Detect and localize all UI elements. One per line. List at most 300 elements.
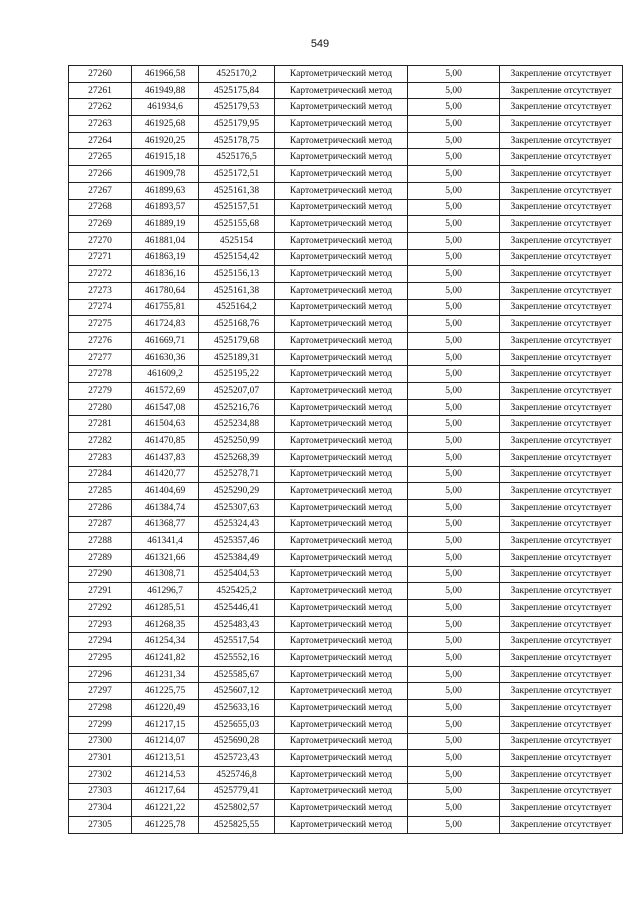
accuracy-cell: 5,00 xyxy=(408,683,500,700)
x-coordinate-cell: 461836,16 xyxy=(132,266,199,283)
y-coordinate-cell: 4525170,2 xyxy=(199,66,275,83)
point-number-cell: 27287 xyxy=(69,516,132,533)
accuracy-cell: 5,00 xyxy=(408,800,500,817)
x-coordinate-cell: 461881,04 xyxy=(132,232,199,249)
table-row xyxy=(69,700,623,717)
y-coordinate-cell: 4525178,75 xyxy=(199,132,275,149)
accuracy-cell: 5,00 xyxy=(408,433,500,450)
x-coordinate-cell: 461214,53 xyxy=(132,766,199,783)
x-coordinate-cell: 461724,83 xyxy=(132,316,199,333)
fixing-description-cell: Закрепление отсутствует xyxy=(500,182,623,199)
x-coordinate-cell: 461899,63 xyxy=(132,182,199,199)
table-row xyxy=(69,666,623,683)
method-cell: Картометрический метод xyxy=(275,232,408,249)
y-coordinate-cell: 4525404,53 xyxy=(199,566,275,583)
x-coordinate-cell: 461231,34 xyxy=(132,666,199,683)
method-cell: Картометрический метод xyxy=(275,82,408,99)
fixing-description-cell: Закрепление отсутствует xyxy=(500,282,623,299)
x-coordinate-cell: 461254,34 xyxy=(132,633,199,650)
accuracy-cell: 5,00 xyxy=(408,99,500,116)
accuracy-cell: 5,00 xyxy=(408,316,500,333)
y-coordinate-cell: 4525746,8 xyxy=(199,766,275,783)
method-cell: Картометрический метод xyxy=(275,816,408,833)
fixing-description-cell: Закрепление отсутствует xyxy=(500,99,623,116)
y-coordinate-cell: 4525176,5 xyxy=(199,149,275,166)
x-coordinate-cell: 461225,78 xyxy=(132,816,199,833)
table-row xyxy=(69,566,623,583)
y-coordinate-cell: 4525517,54 xyxy=(199,633,275,650)
table-row xyxy=(69,232,623,249)
x-coordinate-cell: 461437,83 xyxy=(132,449,199,466)
accuracy-cell: 5,00 xyxy=(408,733,500,750)
x-coordinate-cell: 461920,25 xyxy=(132,132,199,149)
table-row xyxy=(69,383,623,400)
table-row xyxy=(69,499,623,516)
table-row xyxy=(69,299,623,316)
y-coordinate-cell: 4525357,46 xyxy=(199,533,275,550)
method-cell: Картометрический метод xyxy=(275,416,408,433)
point-number-cell: 27303 xyxy=(69,783,132,800)
y-coordinate-cell: 4525168,76 xyxy=(199,316,275,333)
point-number-cell: 27284 xyxy=(69,466,132,483)
x-coordinate-cell: 461308,71 xyxy=(132,566,199,583)
method-cell: Картометрический метод xyxy=(275,333,408,350)
y-coordinate-cell: 4525290,29 xyxy=(199,483,275,500)
y-coordinate-cell: 4525154,42 xyxy=(199,249,275,266)
fixing-description-cell: Закрепление отсутствует xyxy=(500,316,623,333)
accuracy-cell: 5,00 xyxy=(408,182,500,199)
point-number-cell: 27266 xyxy=(69,166,132,183)
x-coordinate-cell: 461241,82 xyxy=(132,650,199,667)
table-row xyxy=(69,66,623,83)
y-coordinate-cell: 4525175,84 xyxy=(199,82,275,99)
fixing-description-cell: Закрепление отсутствует xyxy=(500,800,623,817)
y-coordinate-cell: 4525483,43 xyxy=(199,616,275,633)
method-cell: Картометрический метод xyxy=(275,533,408,550)
x-coordinate-cell: 461404,69 xyxy=(132,483,199,500)
x-coordinate-cell: 461420,77 xyxy=(132,466,199,483)
table-row xyxy=(69,716,623,733)
point-number-cell: 27290 xyxy=(69,566,132,583)
fixing-description-cell: Закрепление отсутствует xyxy=(500,116,623,133)
method-cell: Картометрический метод xyxy=(275,316,408,333)
table-row xyxy=(69,416,623,433)
point-number-cell: 27300 xyxy=(69,733,132,750)
table-row xyxy=(69,483,623,500)
accuracy-cell: 5,00 xyxy=(408,516,500,533)
accuracy-cell: 5,00 xyxy=(408,299,500,316)
method-cell: Картометрический метод xyxy=(275,399,408,416)
point-number-cell: 27282 xyxy=(69,433,132,450)
fixing-description-cell: Закрепление отсутствует xyxy=(500,449,623,466)
fixing-description-cell: Закрепление отсутствует xyxy=(500,132,623,149)
point-number-cell: 27305 xyxy=(69,816,132,833)
method-cell: Картометрический метод xyxy=(275,783,408,800)
point-number-cell: 27263 xyxy=(69,116,132,133)
accuracy-cell: 5,00 xyxy=(408,349,500,366)
table-row xyxy=(69,149,623,166)
fixing-description-cell: Закрепление отсутствует xyxy=(500,216,623,233)
y-coordinate-cell: 4525207,07 xyxy=(199,383,275,400)
point-number-cell: 27301 xyxy=(69,750,132,767)
y-coordinate-cell: 4525268,39 xyxy=(199,449,275,466)
method-cell: Картометрический метод xyxy=(275,700,408,717)
method-cell: Картометрический метод xyxy=(275,66,408,83)
point-number-cell: 27272 xyxy=(69,266,132,283)
fixing-description-cell: Закрепление отсутствует xyxy=(500,166,623,183)
method-cell: Картометрический метод xyxy=(275,499,408,516)
y-coordinate-cell: 4525155,68 xyxy=(199,216,275,233)
x-coordinate-cell: 461285,51 xyxy=(132,600,199,617)
method-cell: Картометрический метод xyxy=(275,116,408,133)
y-coordinate-cell: 4525723,43 xyxy=(199,750,275,767)
fixing-description-cell: Закрепление отсутствует xyxy=(500,433,623,450)
accuracy-cell: 5,00 xyxy=(408,533,500,550)
point-number-cell: 27298 xyxy=(69,700,132,717)
fixing-description-cell: Закрепление отсутствует xyxy=(500,750,623,767)
x-coordinate-cell: 461572,69 xyxy=(132,383,199,400)
point-number-cell: 27289 xyxy=(69,549,132,566)
fixing-description-cell: Закрепление отсутствует xyxy=(500,66,623,83)
method-cell: Картометрический метод xyxy=(275,549,408,566)
method-cell: Картометрический метод xyxy=(275,616,408,633)
point-number-cell: 27261 xyxy=(69,82,132,99)
y-coordinate-cell: 4525425,2 xyxy=(199,583,275,600)
accuracy-cell: 5,00 xyxy=(408,199,500,216)
fixing-description-cell: Закрепление отсутствует xyxy=(500,633,623,650)
accuracy-cell: 5,00 xyxy=(408,499,500,516)
x-coordinate-cell: 461949,88 xyxy=(132,82,199,99)
accuracy-cell: 5,00 xyxy=(408,166,500,183)
x-coordinate-cell: 461630,36 xyxy=(132,349,199,366)
point-number-cell: 27286 xyxy=(69,499,132,516)
method-cell: Картометрический метод xyxy=(275,216,408,233)
method-cell: Картометрический метод xyxy=(275,583,408,600)
y-coordinate-cell: 4525164,2 xyxy=(199,299,275,316)
table-row xyxy=(69,549,623,566)
x-coordinate-cell: 461225,75 xyxy=(132,683,199,700)
y-coordinate-cell: 4525585,67 xyxy=(199,666,275,683)
method-cell: Картометрический метод xyxy=(275,683,408,700)
x-coordinate-cell: 461384,74 xyxy=(132,499,199,516)
accuracy-cell: 5,00 xyxy=(408,416,500,433)
table-row xyxy=(69,433,623,450)
fixing-description-cell: Закрепление отсутствует xyxy=(500,816,623,833)
table-row xyxy=(69,533,623,550)
method-cell: Картометрический метод xyxy=(275,800,408,817)
fixing-description-cell: Закрепление отсутствует xyxy=(500,766,623,783)
accuracy-cell: 5,00 xyxy=(408,216,500,233)
table-row xyxy=(69,166,623,183)
y-coordinate-cell: 4525384,49 xyxy=(199,549,275,566)
point-number-cell: 27296 xyxy=(69,666,132,683)
table-row xyxy=(69,116,623,133)
x-coordinate-cell: 461909,78 xyxy=(132,166,199,183)
table-row xyxy=(69,366,623,383)
method-cell: Картометрический метод xyxy=(275,449,408,466)
table-row xyxy=(69,600,623,617)
page-number: 549 xyxy=(310,38,330,50)
y-coordinate-cell: 4525250,99 xyxy=(199,433,275,450)
fixing-description-cell: Закрепление отсутствует xyxy=(500,483,623,500)
fixing-description-cell: Закрепление отсутствует xyxy=(500,583,623,600)
coordinates-table xyxy=(68,65,623,834)
table-row xyxy=(69,199,623,216)
table-row xyxy=(69,466,623,483)
y-coordinate-cell: 4525779,41 xyxy=(199,783,275,800)
table-row xyxy=(69,583,623,600)
method-cell: Картометрический метод xyxy=(275,383,408,400)
accuracy-cell: 5,00 xyxy=(408,650,500,667)
accuracy-cell: 5,00 xyxy=(408,549,500,566)
y-coordinate-cell: 4525161,38 xyxy=(199,282,275,299)
y-coordinate-cell: 4525161,38 xyxy=(199,182,275,199)
x-coordinate-cell: 461217,64 xyxy=(132,783,199,800)
table-row xyxy=(69,249,623,266)
fixing-description-cell: Закрепление отсутствует xyxy=(500,199,623,216)
y-coordinate-cell: 4525307,63 xyxy=(199,499,275,516)
table-row xyxy=(69,266,623,283)
fixing-description-cell: Закрепление отсутствует xyxy=(500,249,623,266)
method-cell: Картометрический метод xyxy=(275,466,408,483)
y-coordinate-cell: 4525690,28 xyxy=(199,733,275,750)
fixing-description-cell: Закрепление отсутствует xyxy=(500,149,623,166)
table-row xyxy=(69,132,623,149)
table-row xyxy=(69,516,623,533)
x-coordinate-cell: 461213,51 xyxy=(132,750,199,767)
fixing-description-cell: Закрепление отсутствует xyxy=(500,549,623,566)
point-number-cell: 27268 xyxy=(69,199,132,216)
point-number-cell: 27281 xyxy=(69,416,132,433)
table-row xyxy=(69,633,623,650)
table-row xyxy=(69,333,623,350)
accuracy-cell: 5,00 xyxy=(408,750,500,767)
fixing-description-cell: Закрепление отсутствует xyxy=(500,616,623,633)
x-coordinate-cell: 461669,71 xyxy=(132,333,199,350)
accuracy-cell: 5,00 xyxy=(408,232,500,249)
method-cell: Картометрический метод xyxy=(275,349,408,366)
x-coordinate-cell: 461220,49 xyxy=(132,700,199,717)
x-coordinate-cell: 461470,85 xyxy=(132,433,199,450)
fixing-description-cell: Закрепление отсутствует xyxy=(500,232,623,249)
table-row xyxy=(69,316,623,333)
table-row xyxy=(69,766,623,783)
method-cell: Картометрический метод xyxy=(275,166,408,183)
table-row xyxy=(69,99,623,116)
accuracy-cell: 5,00 xyxy=(408,816,500,833)
accuracy-cell: 5,00 xyxy=(408,399,500,416)
x-coordinate-cell: 461893,57 xyxy=(132,199,199,216)
accuracy-cell: 5,00 xyxy=(408,616,500,633)
accuracy-cell: 5,00 xyxy=(408,633,500,650)
fixing-description-cell: Закрепление отсутствует xyxy=(500,499,623,516)
fixing-description-cell: Закрепление отсутствует xyxy=(500,733,623,750)
accuracy-cell: 5,00 xyxy=(408,666,500,683)
method-cell: Картометрический метод xyxy=(275,566,408,583)
point-number-cell: 27293 xyxy=(69,616,132,633)
table-row xyxy=(69,82,623,99)
accuracy-cell: 5,00 xyxy=(408,282,500,299)
y-coordinate-cell: 4525607,12 xyxy=(199,683,275,700)
point-number-cell: 27297 xyxy=(69,683,132,700)
y-coordinate-cell: 4525324,43 xyxy=(199,516,275,533)
x-coordinate-cell: 461368,77 xyxy=(132,516,199,533)
x-coordinate-cell: 461966,58 xyxy=(132,66,199,83)
fixing-description-cell: Закрепление отсутствует xyxy=(500,266,623,283)
point-number-cell: 27271 xyxy=(69,249,132,266)
method-cell: Картометрический метод xyxy=(275,249,408,266)
point-number-cell: 27294 xyxy=(69,633,132,650)
x-coordinate-cell: 461934,6 xyxy=(132,99,199,116)
x-coordinate-cell: 461863,19 xyxy=(132,249,199,266)
method-cell: Картометрический метод xyxy=(275,433,408,450)
method-cell: Картометрический метод xyxy=(275,149,408,166)
point-number-cell: 27280 xyxy=(69,399,132,416)
x-coordinate-cell: 461547,08 xyxy=(132,399,199,416)
accuracy-cell: 5,00 xyxy=(408,66,500,83)
x-coordinate-cell: 461915,18 xyxy=(132,149,199,166)
point-number-cell: 27262 xyxy=(69,99,132,116)
accuracy-cell: 5,00 xyxy=(408,116,500,133)
method-cell: Картометрический метод xyxy=(275,199,408,216)
accuracy-cell: 5,00 xyxy=(408,566,500,583)
fixing-description-cell: Закрепление отсутствует xyxy=(500,82,623,99)
point-number-cell: 27267 xyxy=(69,182,132,199)
accuracy-cell: 5,00 xyxy=(408,716,500,733)
fixing-description-cell: Закрепление отсутствует xyxy=(500,683,623,700)
x-coordinate-cell: 461780,64 xyxy=(132,282,199,299)
x-coordinate-cell: 461296,7 xyxy=(132,583,199,600)
table-row xyxy=(69,750,623,767)
y-coordinate-cell: 4525172,51 xyxy=(199,166,275,183)
y-coordinate-cell: 4525802,57 xyxy=(199,800,275,817)
y-coordinate-cell: 4525195,22 xyxy=(199,366,275,383)
y-coordinate-cell: 4525655,03 xyxy=(199,716,275,733)
y-coordinate-cell: 4525179,68 xyxy=(199,333,275,350)
table-row xyxy=(69,683,623,700)
fixing-description-cell: Закрепление отсутствует xyxy=(500,333,623,350)
method-cell: Картометрический метод xyxy=(275,716,408,733)
point-number-cell: 27304 xyxy=(69,800,132,817)
y-coordinate-cell: 4525234,88 xyxy=(199,416,275,433)
method-cell: Картометрический метод xyxy=(275,750,408,767)
point-number-cell: 27277 xyxy=(69,349,132,366)
accuracy-cell: 5,00 xyxy=(408,700,500,717)
point-number-cell: 27278 xyxy=(69,366,132,383)
method-cell: Картометрический метод xyxy=(275,299,408,316)
point-number-cell: 27265 xyxy=(69,149,132,166)
y-coordinate-cell: 4525179,53 xyxy=(199,99,275,116)
method-cell: Картометрический метод xyxy=(275,483,408,500)
fixing-description-cell: Закрепление отсутствует xyxy=(500,399,623,416)
method-cell: Картометрический метод xyxy=(275,650,408,667)
fixing-description-cell: Закрепление отсутствует xyxy=(500,533,623,550)
fixing-description-cell: Закрепление отсутствует xyxy=(500,666,623,683)
point-number-cell: 27299 xyxy=(69,716,132,733)
x-coordinate-cell: 461341,4 xyxy=(132,533,199,550)
point-number-cell: 27275 xyxy=(69,316,132,333)
y-coordinate-cell: 4525179,95 xyxy=(199,116,275,133)
method-cell: Картометрический метод xyxy=(275,733,408,750)
accuracy-cell: 5,00 xyxy=(408,766,500,783)
point-number-cell: 27270 xyxy=(69,232,132,249)
method-cell: Картометрический метод xyxy=(275,182,408,199)
table-row xyxy=(69,783,623,800)
fixing-description-cell: Закрепление отсутствует xyxy=(500,783,623,800)
x-coordinate-cell: 461221,22 xyxy=(132,800,199,817)
method-cell: Картометрический метод xyxy=(275,600,408,617)
method-cell: Картометрический метод xyxy=(275,266,408,283)
table-row xyxy=(69,216,623,233)
table-row xyxy=(69,449,623,466)
y-coordinate-cell: 4525216,76 xyxy=(199,399,275,416)
point-number-cell: 27264 xyxy=(69,132,132,149)
point-number-cell: 27274 xyxy=(69,299,132,316)
point-number-cell: 27292 xyxy=(69,600,132,617)
fixing-description-cell: Закрепление отсутствует xyxy=(500,650,623,667)
method-cell: Картометрический метод xyxy=(275,633,408,650)
accuracy-cell: 5,00 xyxy=(408,383,500,400)
fixing-description-cell: Закрепление отсутствует xyxy=(500,716,623,733)
fixing-description-cell: Закрепление отсутствует xyxy=(500,700,623,717)
accuracy-cell: 5,00 xyxy=(408,82,500,99)
x-coordinate-cell: 461755,81 xyxy=(132,299,199,316)
accuracy-cell: 5,00 xyxy=(408,266,500,283)
x-coordinate-cell: 461268,35 xyxy=(132,616,199,633)
table-row xyxy=(69,616,623,633)
accuracy-cell: 5,00 xyxy=(408,333,500,350)
fixing-description-cell: Закрепление отсутствует xyxy=(500,416,623,433)
method-cell: Картометрический метод xyxy=(275,666,408,683)
x-coordinate-cell: 461214,07 xyxy=(132,733,199,750)
fixing-description-cell: Закрепление отсутствует xyxy=(500,299,623,316)
method-cell: Картометрический метод xyxy=(275,132,408,149)
point-number-cell: 27291 xyxy=(69,583,132,600)
method-cell: Картометрический метод xyxy=(275,766,408,783)
accuracy-cell: 5,00 xyxy=(408,149,500,166)
table-row xyxy=(69,800,623,817)
fixing-description-cell: Закрепление отсутствует xyxy=(500,516,623,533)
point-number-cell: 27273 xyxy=(69,282,132,299)
fixing-description-cell: Закрепление отсутствует xyxy=(500,566,623,583)
y-coordinate-cell: 4525446,41 xyxy=(199,600,275,617)
x-coordinate-cell: 461321,66 xyxy=(132,549,199,566)
fixing-description-cell: Закрепление отсутствует xyxy=(500,466,623,483)
method-cell: Картометрический метод xyxy=(275,366,408,383)
method-cell: Картометрический метод xyxy=(275,282,408,299)
x-coordinate-cell: 461504,63 xyxy=(132,416,199,433)
table-row xyxy=(69,816,623,833)
method-cell: Картометрический метод xyxy=(275,516,408,533)
method-cell: Картометрический метод xyxy=(275,99,408,116)
accuracy-cell: 5,00 xyxy=(408,366,500,383)
table-row xyxy=(69,282,623,299)
x-coordinate-cell: 461609,2 xyxy=(132,366,199,383)
table-row xyxy=(69,733,623,750)
y-coordinate-cell: 4525154 xyxy=(199,232,275,249)
fixing-description-cell: Закрепление отсутствует xyxy=(500,600,623,617)
accuracy-cell: 5,00 xyxy=(408,583,500,600)
accuracy-cell: 5,00 xyxy=(408,449,500,466)
table-row xyxy=(69,399,623,416)
table-row xyxy=(69,650,623,667)
table-body xyxy=(69,66,623,834)
accuracy-cell: 5,00 xyxy=(408,249,500,266)
point-number-cell: 27279 xyxy=(69,383,132,400)
fixing-description-cell: Закрепление отсутствует xyxy=(500,366,623,383)
y-coordinate-cell: 4525156,13 xyxy=(199,266,275,283)
point-number-cell: 27288 xyxy=(69,533,132,550)
